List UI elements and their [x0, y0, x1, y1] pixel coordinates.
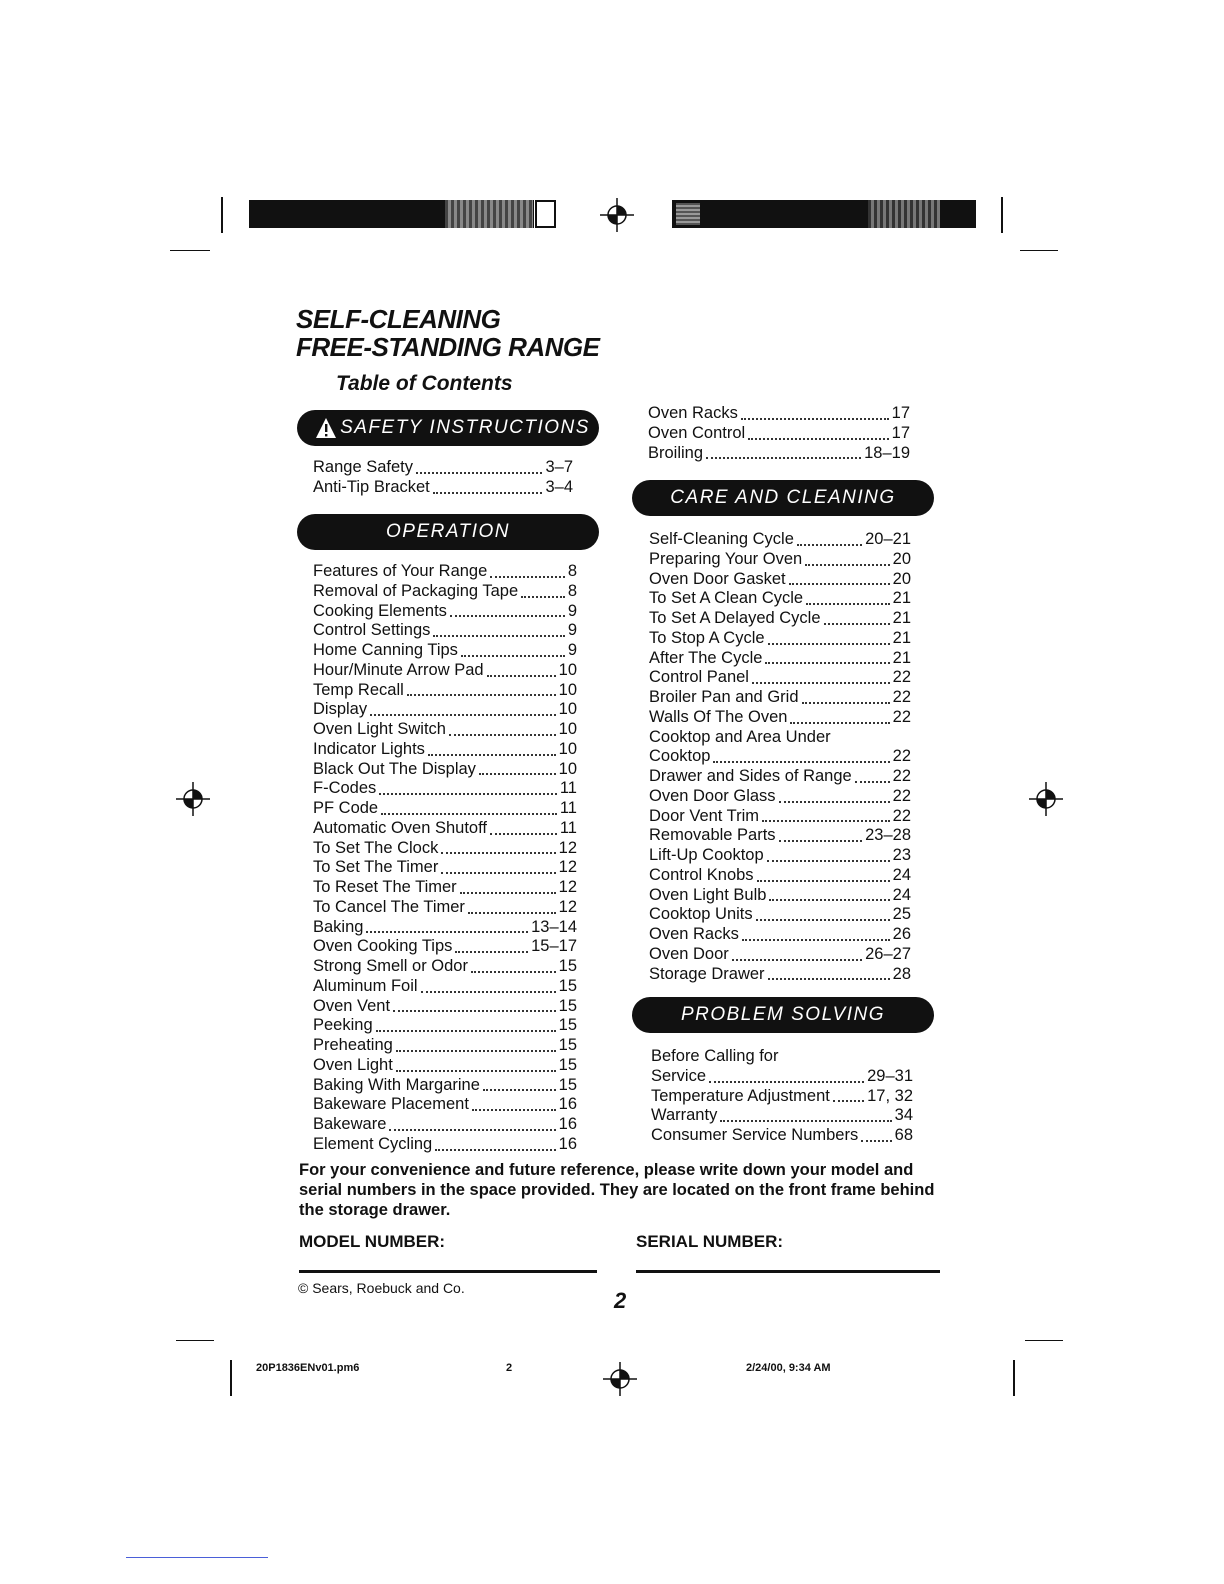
toc-leader-dots — [855, 781, 890, 783]
toc-leader-dots — [416, 472, 542, 474]
toc-entry-page: 9 — [567, 601, 577, 620]
toc-entry-page: 15 — [558, 1055, 577, 1074]
toc-entry-label: Automatic Oven Shutoff — [313, 818, 487, 837]
registration-mark-top — [600, 198, 634, 232]
serial-number-line — [636, 1270, 940, 1273]
toc-entry-label: Oven Door Gasket — [649, 569, 786, 588]
toc-entry-label: Before Calling for — [651, 1047, 779, 1065]
toc-entry — [313, 681, 577, 701]
toc-entry-page: 20 — [892, 569, 911, 588]
toc-entry-page: 3–7 — [545, 458, 573, 476]
toc-entry-label: Peeking — [313, 1016, 373, 1035]
toc-leader-dots — [806, 603, 890, 605]
toc-entry-page: 10 — [558, 739, 577, 758]
toc-leader-dots — [389, 1129, 555, 1131]
toc-entry-label: Warranty — [651, 1106, 718, 1125]
toc-entry-label: Cooktop Units — [649, 905, 753, 924]
toc-entry — [313, 819, 577, 839]
toc-entry — [649, 846, 911, 866]
crop-mark-bottom-left — [230, 1360, 232, 1396]
toc-leader-dots — [709, 1081, 864, 1083]
crop-mark-bottom-left-h — [176, 1340, 214, 1341]
toc-list-operation-cont — [648, 404, 910, 463]
color-bar-right-shade-b — [868, 200, 940, 228]
toc-entry-label: Baking — [313, 917, 364, 936]
registration-mark-bottom — [603, 1362, 637, 1396]
footer-page: 2 — [506, 1362, 513, 1374]
toc-entry — [313, 760, 577, 780]
toc-entry-label: Strong Smell or Odor — [313, 957, 468, 975]
color-bar-left-shade — [445, 200, 533, 228]
toc-entry-label: To Set A Delayed Cycle — [649, 609, 821, 627]
toc-entry — [313, 720, 577, 740]
toc-leader-dots — [376, 1030, 556, 1032]
toc-entry — [313, 700, 577, 720]
toc-entry-label: Control Knobs — [649, 865, 754, 884]
toc-entry — [313, 1095, 577, 1115]
copyright: © Sears, Roebuck and Co. — [298, 1280, 465, 1296]
toc-entry-page: 13–14 — [531, 917, 577, 936]
toc-leader-dots — [802, 702, 890, 704]
toc-leader-dots — [768, 643, 890, 645]
toc-entry-label: Bakeware — [313, 1115, 387, 1133]
toc-entry-page: 28 — [892, 964, 911, 983]
toc-entry-page: 15 — [558, 1016, 577, 1035]
toc-entry-page: 22 — [892, 747, 911, 766]
toc-entry — [313, 458, 573, 478]
toc-entry-label: Oven Light Bulb — [649, 885, 767, 904]
toc-entry — [313, 1036, 577, 1056]
toc-leader-dots — [433, 635, 564, 637]
toc-leader-dots — [797, 544, 862, 546]
toc-entry-page: 24 — [892, 885, 911, 904]
toc-entry-label: Service — [651, 1066, 707, 1085]
registration-mark-right — [1029, 782, 1063, 816]
toc-entry-label: Storage Drawer — [649, 964, 765, 983]
toc-entry — [649, 945, 911, 965]
toc-leader-dots — [370, 714, 556, 716]
toc-entry-page: 15 — [558, 996, 577, 1015]
toc-entry-label: Element Cycling — [313, 1134, 433, 1153]
toc-entry-label: Anti-Tip Bracket — [313, 477, 430, 496]
toc-entry — [649, 747, 911, 767]
toc-entry — [313, 478, 573, 498]
toc-entry — [649, 826, 911, 846]
toc-entry — [313, 997, 577, 1017]
toc-leader-dots — [741, 418, 889, 420]
toc-leader-dots — [483, 1089, 556, 1091]
registration-mark-left — [176, 782, 210, 816]
toc-entry — [313, 582, 577, 602]
toc-entry-page: 11 — [559, 799, 577, 817]
toc-entry-label: Consumer Service Numbers — [651, 1126, 859, 1144]
toc-entry-page: 8 — [567, 562, 577, 580]
toc-leader-dots — [490, 833, 557, 835]
toc-leader-dots — [752, 682, 890, 684]
toc-entry-page: 25 — [892, 905, 911, 924]
toc-entry-page: 10 — [558, 680, 577, 699]
toc-entry-page: 17 — [891, 404, 910, 422]
toc-leader-dots — [381, 813, 557, 815]
toc-entry-page: 9 — [567, 621, 577, 640]
toc-leader-dots — [720, 1120, 891, 1122]
toc-entry-page: 21 — [892, 589, 911, 608]
toc-entry-page: 12 — [558, 838, 577, 857]
toc-leader-dots — [366, 931, 528, 933]
toc-leader-dots — [824, 623, 890, 625]
toc-entry-label: Preparing Your Oven — [649, 549, 803, 568]
toc-leader-dots — [521, 596, 565, 598]
toc-entry-page: 68 — [894, 1126, 913, 1144]
toc-entry-label: To Stop A Cycle — [649, 628, 765, 647]
title-line-2: FREE-STANDING RANGE — [296, 332, 600, 362]
warning-icon — [315, 417, 337, 439]
section-pill-safety — [297, 410, 599, 446]
crop-mark-top-right-h — [1020, 250, 1058, 251]
toc-entry-label: Oven Vent — [313, 996, 391, 1015]
toc-entry-label: Temperature Adjustment — [651, 1086, 830, 1105]
toc-entry — [649, 530, 911, 550]
toc-entry-page: 21 — [892, 609, 911, 627]
section-pill-problem — [632, 997, 934, 1033]
toc-entry — [648, 404, 910, 424]
toc-entry — [313, 839, 577, 859]
toc-entry — [651, 1067, 913, 1087]
toc-entry-label: Hour/Minute Arrow Pad — [313, 660, 484, 679]
section-label-care: CARE AND CLEANING — [670, 487, 896, 508]
toc-entry — [649, 609, 911, 629]
toc-entry-page: 26 — [892, 925, 911, 943]
toc-leader-dots — [468, 912, 556, 914]
toc-entry-page: 26–27 — [865, 944, 911, 963]
toc-entry-label: Range Safety — [313, 458, 413, 476]
toc-entry — [313, 918, 577, 938]
toc-entry — [313, 858, 577, 878]
toc-leader-dots — [706, 457, 861, 459]
toc-leader-dots — [757, 880, 890, 882]
toc-entry-label: Oven Door Glass — [649, 786, 776, 805]
toc-entry — [313, 977, 577, 997]
crop-mark-bottom-right-h — [1025, 1340, 1063, 1341]
toc-entry-page: 20–21 — [865, 530, 911, 548]
toc-entry-label: To Set The Timer — [313, 858, 439, 877]
color-bar-right-shade-a — [676, 203, 700, 225]
crop-mark-bottom-right — [1013, 1360, 1015, 1396]
toc-entry-label: Oven Light Switch — [313, 720, 446, 738]
toc-entry — [649, 550, 911, 570]
toc-list-problem — [651, 1047, 913, 1146]
toc-entry-page: 34 — [894, 1106, 913, 1125]
toc-entry — [649, 767, 911, 787]
model-number-line — [299, 1270, 597, 1273]
toc-entry-label: Oven Racks — [649, 925, 739, 943]
page-number: 2 — [614, 1288, 627, 1313]
toc-leader-dots — [441, 872, 555, 874]
toc-entry-label: To Reset The Timer — [313, 878, 457, 896]
toc-entry-label: Home Canning Tips — [313, 641, 458, 659]
serial-number-label: SERIAL NUMBER: — [636, 1232, 784, 1251]
toc-entry — [651, 1087, 913, 1107]
toc-leader-dots — [441, 852, 555, 854]
toc-leader-dots — [805, 564, 889, 566]
toc-leader-dots — [779, 801, 890, 803]
toc-entry-page: 22 — [892, 707, 911, 726]
toc-entry — [313, 562, 577, 582]
toc-entry-page: 20 — [892, 549, 911, 568]
toc-entry — [649, 866, 911, 886]
toc-entry-label: Removal of Packaging Tape — [313, 581, 519, 600]
toc-entry-page: 23 — [892, 846, 911, 864]
toc-leader-dots — [407, 694, 556, 696]
toc-leader-dots — [762, 820, 890, 822]
toc-entry-page: 15–17 — [531, 937, 577, 956]
crop-mark-top-left-h — [170, 250, 210, 251]
toc-entry — [649, 570, 911, 590]
toc-leader-dots — [789, 583, 890, 585]
toc-entry-label: PF Code — [313, 799, 379, 817]
toc-entry-label: Aluminum Foil — [313, 976, 418, 995]
toc-entry-label: F-Codes — [313, 779, 377, 798]
registration-note: For your convenience and future reference, please write down your model and serial numbers in the space provided. They are located on the front frame behind the storage drawer. — [299, 1161, 935, 1219]
toc-entry-page: 22 — [892, 688, 911, 706]
subtitle: Table of Contents — [336, 372, 513, 395]
toc-entry-page: 16 — [558, 1095, 577, 1114]
toc-entry-label: Broiling — [648, 443, 704, 462]
toc-entry-page: 8 — [567, 581, 577, 600]
toc-entry-label: Baking With Margarine — [313, 1075, 480, 1094]
toc-entry-label: Removable Parts — [649, 826, 776, 845]
toc-leader-dots — [742, 939, 890, 941]
toc-entry — [649, 925, 911, 945]
toc-entry — [313, 878, 577, 898]
toc-leader-dots — [767, 860, 890, 862]
toc-entry-label: Oven Cooking Tips — [313, 937, 453, 956]
toc-leader-dots — [449, 734, 556, 736]
toc-entry — [313, 641, 577, 661]
toc-entry-page: 17, 32 — [867, 1086, 913, 1105]
section-pill-care — [632, 480, 934, 516]
toc-entry — [649, 728, 911, 748]
toc-leader-dots — [769, 899, 889, 901]
toc-entry — [649, 708, 911, 728]
toc-entry-page: 18–19 — [864, 443, 910, 462]
crop-mark-top-right — [1001, 197, 1003, 233]
toc-entry — [313, 602, 577, 622]
toc-entry — [313, 1016, 577, 1036]
toc-entry-page: 16 — [558, 1115, 577, 1133]
toc-entry-label: Door Vent Trim — [649, 806, 760, 825]
toc-entry — [649, 886, 911, 906]
toc-entry-label: Self-Cleaning Cycle — [649, 530, 794, 548]
toc-entry-label: Oven Control — [648, 423, 746, 442]
toc-entry-label: After The Cycle — [649, 648, 763, 667]
toc-entry-label: To Set The Clock — [313, 838, 439, 857]
toc-leader-dots — [421, 991, 556, 993]
toc-entry-page: 21 — [892, 628, 911, 647]
title-line-1: SELF-CLEANING — [296, 304, 501, 334]
toc-leader-dots — [756, 919, 890, 921]
toc-leader-dots — [479, 773, 556, 775]
toc-entry — [649, 787, 911, 807]
toc-entry-label: Control Panel — [649, 668, 749, 687]
toc-entry — [648, 424, 910, 444]
toc-entry-label: Features of Your Range — [313, 562, 488, 580]
toc-entry — [313, 799, 577, 819]
toc-entry-page: 17 — [891, 423, 910, 442]
toc-entry — [649, 965, 911, 985]
toc-entry-label: Display — [313, 700, 368, 719]
toc-entry — [313, 957, 577, 977]
toc-leader-dots — [732, 959, 862, 961]
toc-leader-dots — [765, 662, 889, 664]
toc-entry — [651, 1106, 913, 1126]
toc-leader-dots — [748, 438, 888, 440]
toc-entry-page: 11 — [559, 779, 577, 798]
toc-entry-label: To Cancel The Timer — [313, 897, 465, 916]
toc-entry-page: 22 — [892, 806, 911, 825]
toc-entry — [649, 905, 911, 925]
footer-filename: 20P1836ENv01.pm6 — [256, 1362, 360, 1374]
toc-entry — [651, 1126, 913, 1146]
section-label-problem: PROBLEM SOLVING — [680, 1004, 886, 1025]
toc-entry-page: 21 — [892, 648, 911, 667]
toc-entry — [313, 621, 577, 641]
toc-entry-page: 29–31 — [867, 1066, 913, 1085]
toc-entry-label: Indicator Lights — [313, 739, 425, 758]
section-label-safety: SAFETY INSTRUCTIONS — [340, 417, 590, 438]
toc-entry-page: 15 — [558, 976, 577, 995]
crop-mark-top-left — [221, 197, 223, 233]
toc-entry-page: 10 — [558, 660, 577, 679]
toc-leader-dots — [861, 1140, 891, 1142]
toc-leader-dots — [471, 971, 556, 973]
toc-entry — [313, 1056, 577, 1076]
toc-entry-page: 23–28 — [865, 826, 911, 845]
section-label-operation: OPERATION — [386, 521, 510, 542]
toc-leader-dots — [461, 655, 565, 657]
toc-entry-label: Cooking Elements — [313, 601, 447, 620]
toc-entry-label: Oven Door — [649, 944, 729, 963]
toc-entry-label: Oven Light — [313, 1055, 393, 1074]
toc-entry — [649, 807, 911, 827]
toc-entry-label: Oven Racks — [648, 404, 738, 422]
toc-entry-page: 22 — [892, 668, 911, 687]
toc-leader-dots — [455, 951, 528, 953]
toc-entry-label: Cooktop and Area Under — [649, 727, 831, 746]
toc-entry-label: Drawer and Sides of Range — [649, 767, 852, 785]
toc-entry-label: Walls Of The Oven — [649, 707, 788, 726]
toc-entry — [649, 629, 911, 649]
toc-list-care — [649, 530, 911, 984]
toc-leader-dots — [450, 615, 565, 617]
toc-leader-dots — [713, 761, 889, 763]
toc-entry — [313, 740, 577, 760]
toc-entry — [649, 668, 911, 688]
toc-entry-page: 11 — [559, 818, 577, 837]
toc-leader-dots — [379, 793, 557, 795]
toc-leader-dots — [433, 492, 543, 494]
toc-leader-dots — [833, 1100, 864, 1102]
toc-entry-page: 9 — [567, 641, 577, 659]
toc-list-safety — [313, 458, 573, 498]
toc-leader-dots — [790, 722, 889, 724]
toc-entry-label: Cooktop — [649, 747, 711, 766]
toc-entry — [313, 1115, 577, 1135]
toc-leader-dots — [393, 1010, 556, 1012]
toc-leader-dots — [435, 1149, 555, 1151]
toc-entry-label: To Set A Clean Cycle — [649, 589, 804, 608]
toc-entry-label: Bakeware Placement — [313, 1095, 469, 1114]
toc-leader-dots — [490, 576, 565, 578]
footer-timestamp: 2/24/00, 9:34 AM — [746, 1362, 831, 1374]
color-bar-left-box — [535, 200, 556, 228]
toc-leader-dots — [428, 754, 556, 756]
toc-entry — [313, 779, 577, 799]
toc-leader-dots — [396, 1050, 556, 1052]
toc-entry-label: Black Out The Display — [313, 759, 476, 778]
underline-rule — [126, 1557, 268, 1558]
toc-entry — [649, 649, 911, 669]
toc-entry — [313, 937, 577, 957]
toc-entry-page: 10 — [558, 720, 577, 738]
toc-entry-label: Control Settings — [313, 621, 431, 640]
toc-entry-page: 10 — [558, 700, 577, 719]
toc-entry-page: 12 — [558, 858, 577, 877]
toc-leader-dots — [472, 1109, 556, 1111]
toc-entry-label: Preheating — [313, 1036, 393, 1054]
toc-leader-dots — [779, 840, 863, 842]
toc-list-operation — [313, 562, 577, 1155]
toc-entry-page: 16 — [558, 1134, 577, 1153]
toc-entry-page: 12 — [558, 897, 577, 916]
toc-entry — [313, 661, 577, 681]
toc-entry — [313, 898, 577, 918]
section-pill-operation — [297, 514, 599, 550]
toc-entry-page: 3–4 — [545, 477, 573, 496]
toc-leader-dots — [396, 1070, 556, 1072]
toc-leader-dots — [460, 892, 556, 894]
toc-entry-page: 22 — [892, 767, 911, 785]
toc-leader-dots — [768, 978, 890, 980]
toc-leader-dots — [487, 675, 556, 677]
toc-entry-page: 12 — [558, 878, 577, 896]
toc-entry — [651, 1047, 913, 1067]
toc-entry — [313, 1076, 577, 1096]
toc-entry-page: 24 — [892, 865, 911, 884]
model-number-label: MODEL NUMBER: — [299, 1232, 446, 1251]
toc-entry-label: Broiler Pan and Grid — [649, 688, 799, 706]
toc-entry — [649, 589, 911, 609]
toc-entry — [649, 688, 911, 708]
toc-entry-page: 15 — [558, 1075, 577, 1094]
toc-entry-page: 15 — [558, 1036, 577, 1054]
toc-entry-label: Lift-Up Cooktop — [649, 846, 764, 864]
toc-entry-page: 10 — [558, 759, 577, 778]
toc-entry-label: Temp Recall — [313, 680, 404, 699]
toc-entry — [648, 444, 910, 464]
toc-entry-page: 22 — [892, 786, 911, 805]
toc-entry-page: 15 — [558, 957, 577, 975]
toc-entry — [313, 1135, 577, 1155]
